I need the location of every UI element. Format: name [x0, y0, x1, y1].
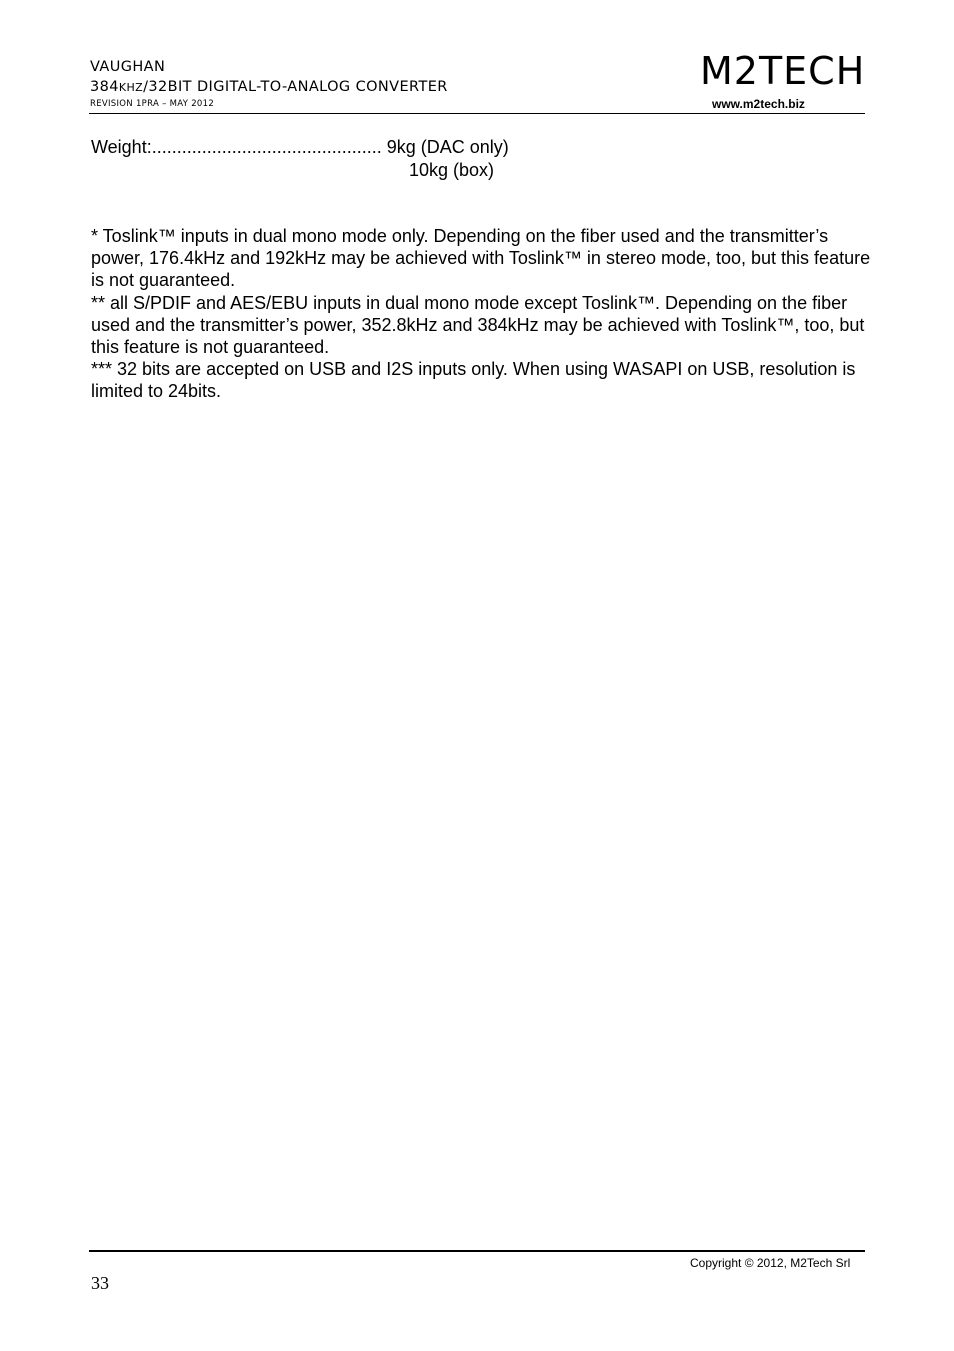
footnotes: [91, 225, 871, 403]
weight-spec: [91, 136, 509, 182]
page-number: 33: [91, 1273, 109, 1293]
subtitle-rest: /32BIT DIGITAL-TO-ANALOG CONVERTER: [143, 79, 448, 95]
header-divider: [89, 113, 865, 114]
footer-divider: [89, 1250, 865, 1252]
footnote-2: ** all S/PDIF and AES/EBU inputs in dual mono mode except Toslink™. Depending on the fiber used and the transmitter’s power, 352.8kHz and 384kHz may be achieved with Toslink™, too, but this feature is not guaranteed.: [91, 292, 865, 358]
copyright-notice: Copyright © 2012, M2Tech Srl: [690, 1256, 851, 1270]
subtitle-unit: KHZ: [118, 81, 144, 94]
weight-label: Weight:..............................................: [91, 137, 387, 157]
m2tech-logo: M2TECH: [700, 49, 866, 93]
footnote-3: *** 32 bits are accepted on USB and I2S inputs only. When using WASAPI on USB, resolution is limited to 24bits.: [91, 359, 856, 402]
product-subtitle: [90, 77, 448, 98]
weight-value-box: 10kg (box): [409, 160, 495, 180]
subtitle-lead: 384: [90, 79, 119, 95]
revision-line: REVISION 1PRA – MAY 2012: [90, 99, 215, 109]
footnote-1: * Toslink™ inputs in dual mono mode only. Depending on the fiber used and the transmitter’s power, 176.4kHz and 192kHz may be achieved with Toslink™ in stereo mode, too, but this feature is not guaranteed.: [91, 226, 871, 291]
website-url: www.m2tech.biz: [712, 97, 805, 111]
document-title: [90, 57, 448, 98]
weight-row: [91, 136, 509, 159]
product-name: VAUGHAN: [90, 59, 166, 75]
weight-row-box: [91, 159, 509, 182]
weight-value-dac: 9kg (DAC only): [386, 137, 509, 157]
